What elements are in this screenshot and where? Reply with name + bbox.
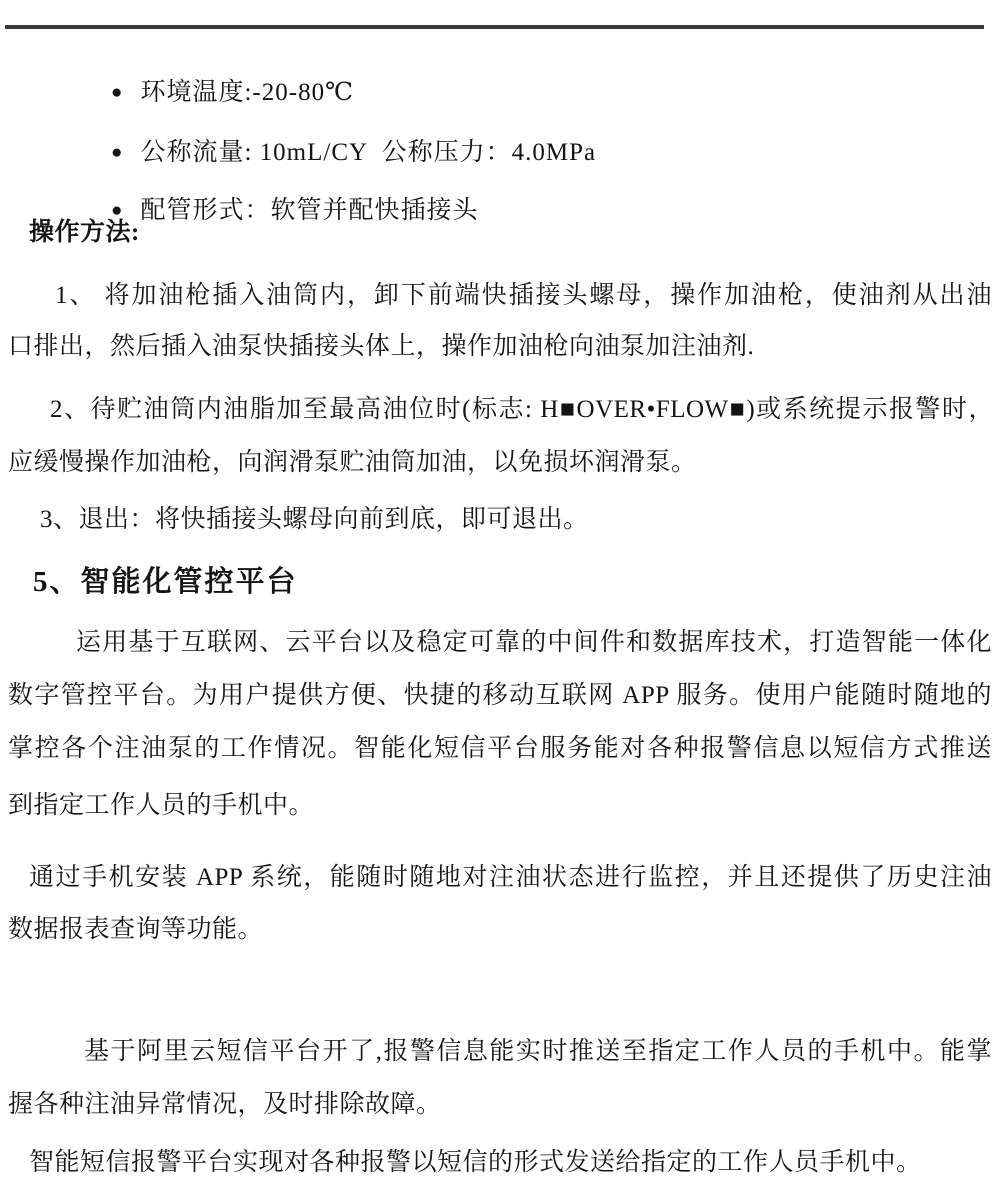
spec-bullet-item bbox=[86, 160, 479, 262]
bullet-icon: ● bbox=[111, 82, 123, 103]
spec-bullet-text: 配管形式：软管并配快插接头 bbox=[140, 197, 479, 224]
section5-para4-line1: 智能短信报警平台实现对各种报警以短信的形式发送给指定的工作人员手机中。 bbox=[29, 1149, 922, 1176]
operation-step2-line1: 2、待贮油筒内油脂加至最高油位时(标志: H■OVER•FLOW■)或系统提示报警时， bbox=[50, 396, 994, 423]
spec-bullet-text: 环境温度:-20-80℃ bbox=[140, 79, 355, 106]
section5-para1-line4: 到指定工作人员的手机中。 bbox=[8, 792, 315, 819]
section5-para3-line2: 握各种注油异常情况，及时排除故障。 bbox=[8, 1091, 442, 1118]
section5-para1-line3: 掌控各个注油泵的工作情况。智能化短信平台服务能对各种报警信息以短信方式推送 bbox=[8, 735, 992, 762]
operation-heading: 操作方法: bbox=[29, 219, 140, 246]
section5-para1-line2: 数字管控平台。为用户提供方便、快捷的移动互联网 APP 服务。使用户能随时随地的 bbox=[8, 682, 992, 709]
section5-para3-line1: 基于阿里云短信平台开了,报警信息能实时推送至指定工作人员的手机中。能掌 bbox=[84, 1038, 992, 1065]
operation-step1-line2: 口排出，然后插入油泵快插接头体上，操作加油枪向油泵加注油剂. bbox=[8, 333, 755, 360]
section5-heading: 5、智能化管控平台 bbox=[33, 566, 298, 598]
operation-step2-line2: 应缓慢操作加油枪，向润滑泵贮油筒加油，以免损坏润滑泵。 bbox=[8, 449, 697, 476]
spec-bullet-text: 公称流量: 10mL/CY 公称压力：4.0MPa bbox=[140, 139, 597, 166]
bullet-icon: ● bbox=[111, 200, 123, 221]
bullet-icon: ● bbox=[111, 142, 123, 163]
section5-para1-line1: 运用基于互联网、云平台以及稳定可靠的中间件和数据库技术，打造智能一体化 bbox=[76, 629, 992, 656]
page-top-rule bbox=[5, 25, 984, 29]
section5-para2-line1: 通过手机安装 APP 系统，能随时随地对注油状态进行监控，并且还提供了历史注油 bbox=[29, 864, 992, 891]
operation-step1-line1: 1、 将加油枪插入油筒内，卸下前端快插接头螺母，操作加油枪，使油剂从出油 bbox=[55, 282, 992, 309]
operation-step3: 3、退出：将快插接头螺母向前到底，即可退出。 bbox=[40, 506, 589, 533]
section5-para2-line2: 数据报表查询等功能。 bbox=[8, 916, 264, 943]
